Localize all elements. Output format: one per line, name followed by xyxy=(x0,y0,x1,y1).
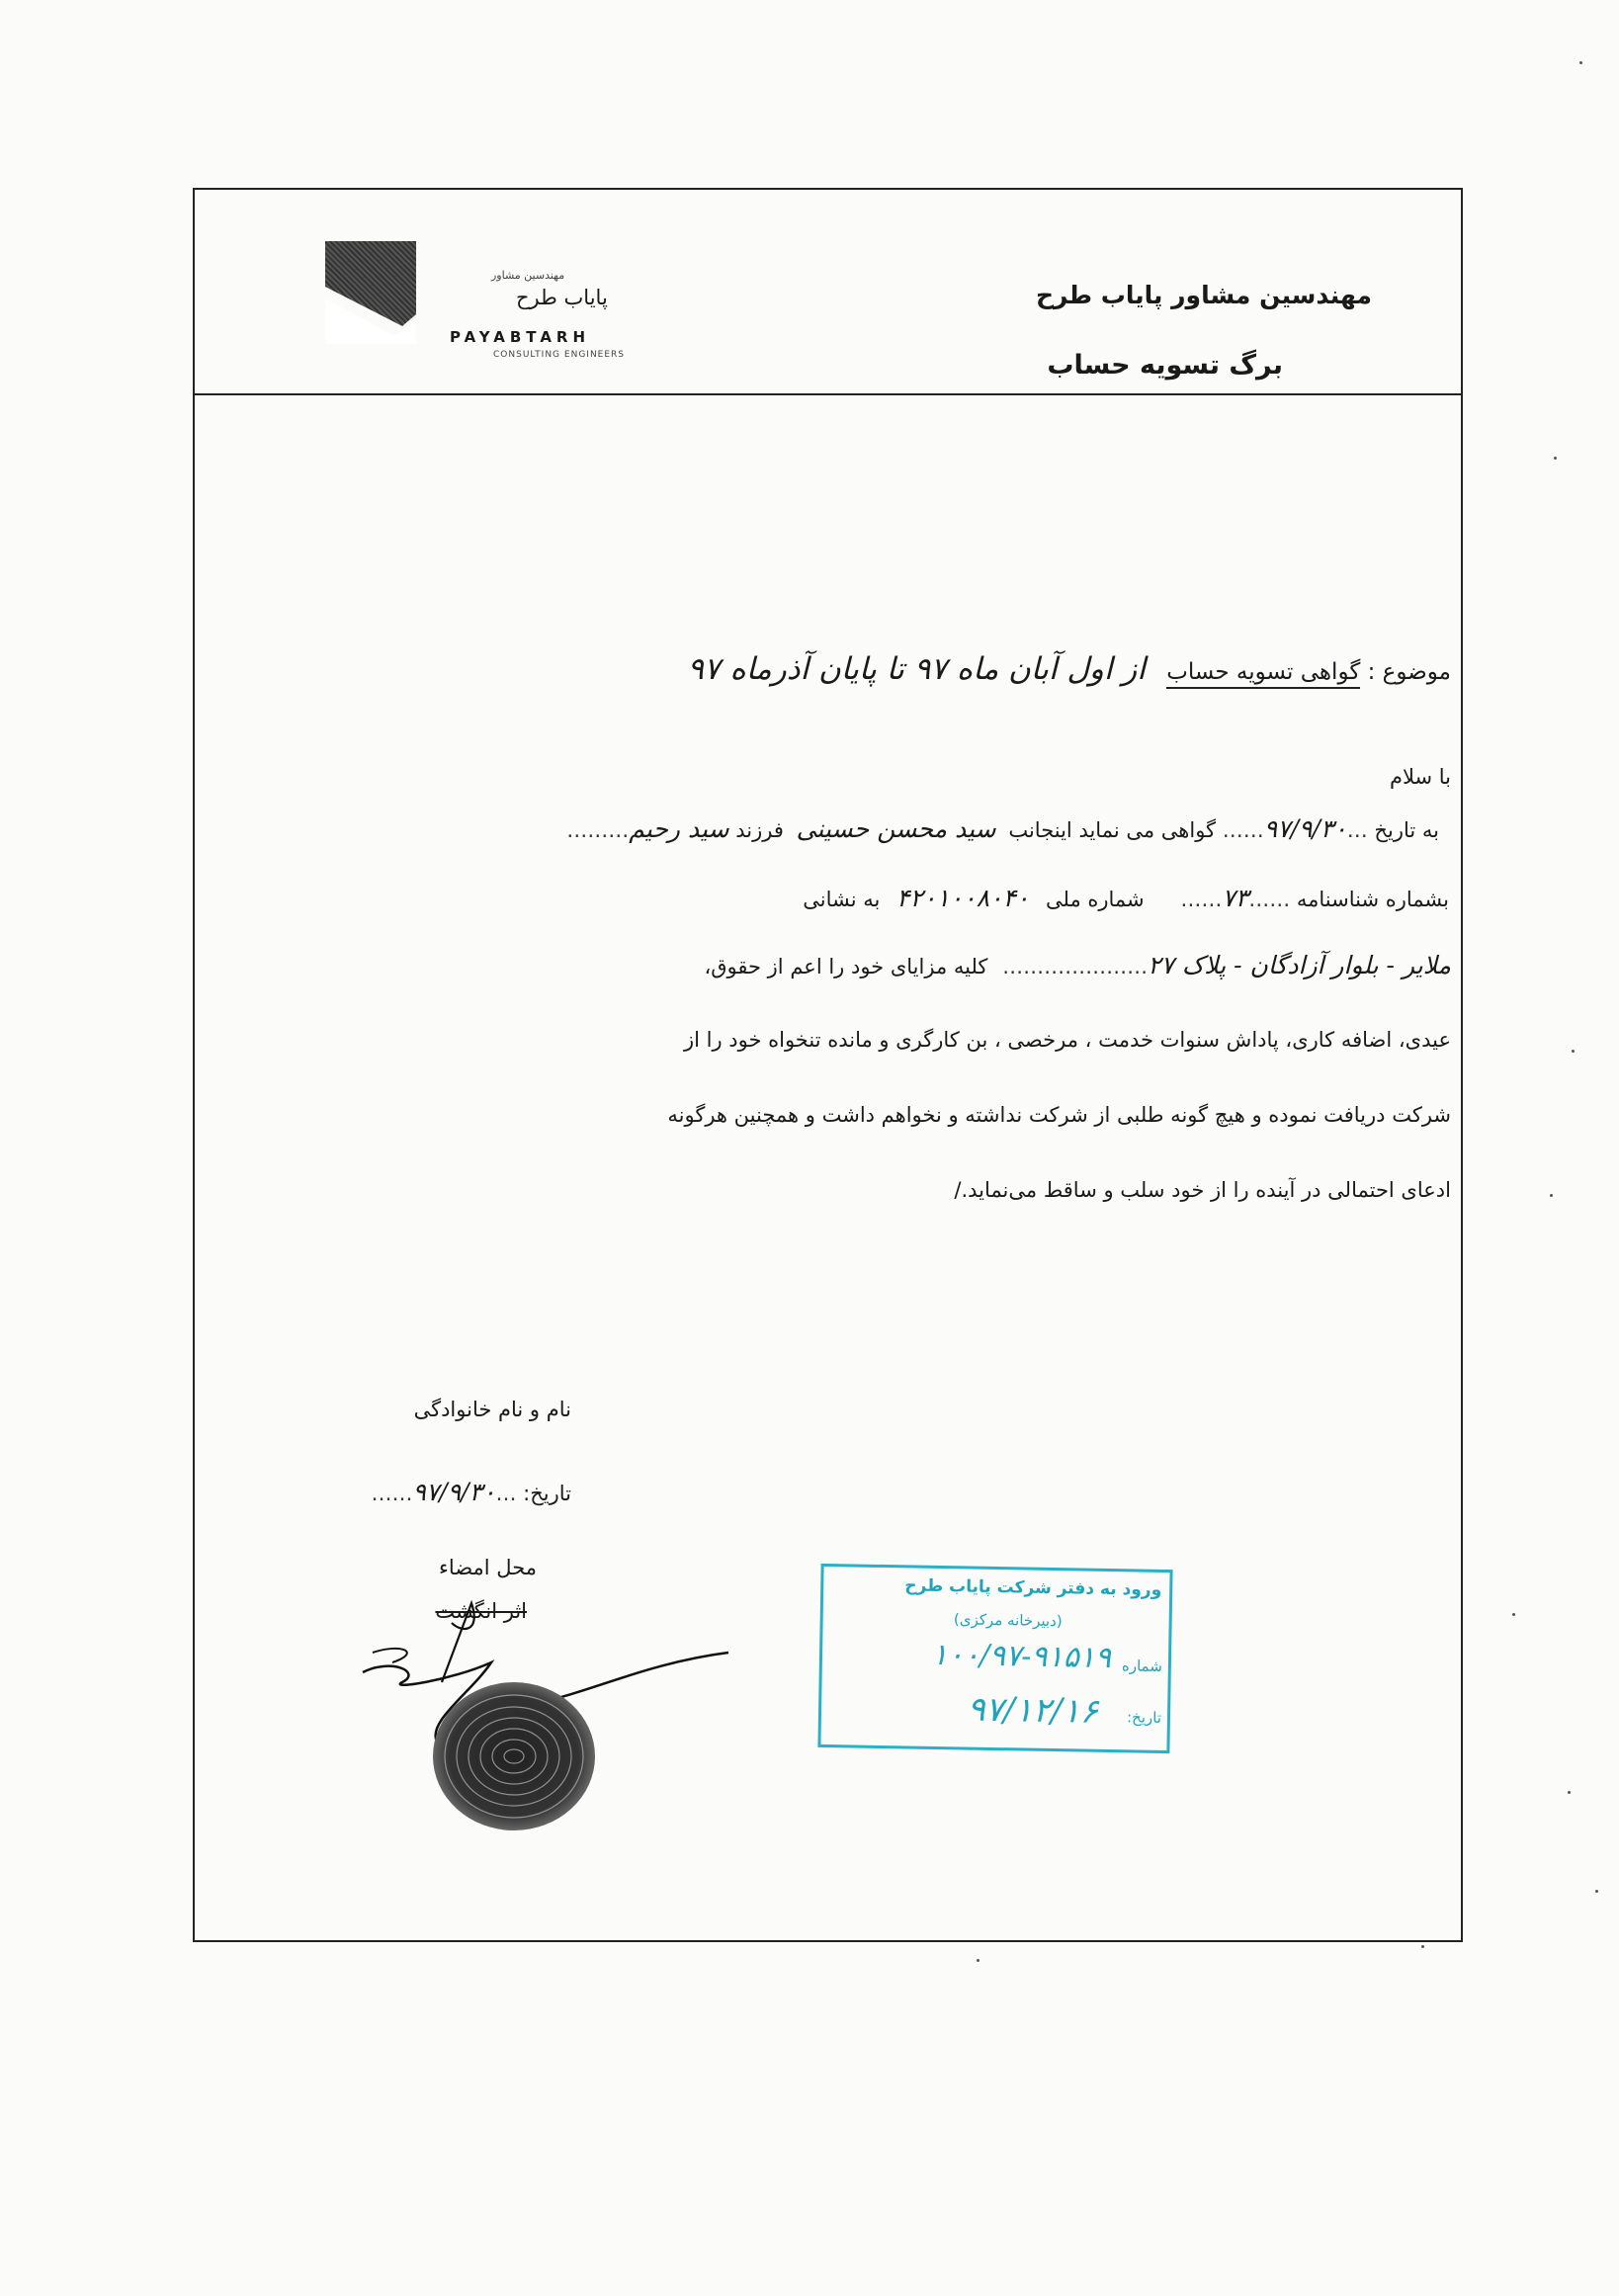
thumbprint-label: اثر انگشت xyxy=(435,1599,527,1623)
signature-date-label: تاریخ: xyxy=(523,1482,571,1505)
body-line-6: ادعای احتمالی در آینده را از خود سلب و ساقط می‌نماید./ xyxy=(954,1178,1451,1202)
text-id-number: بشماره شناسنامه xyxy=(1296,888,1449,911)
logo-subtitle-en: CONSULTING ENGINEERS xyxy=(493,350,626,360)
id-number-handwritten: ۷۳ xyxy=(1222,884,1249,912)
body-line-1: به تاریخ …۹۷/۹/۳۰…… گواهی می نماید اینجانب سید محسن حسینی فرزند سید رحیم……… xyxy=(566,814,1439,843)
signature-date-line: تاریخ: …۹۷/۹/۳۰…… xyxy=(371,1478,571,1506)
text-child-of: فرزند xyxy=(735,818,784,842)
text-national-id: شماره ملی xyxy=(1045,888,1145,911)
text-address: به نشانی xyxy=(803,888,881,911)
text-date-intro: به تاریخ xyxy=(1374,818,1439,842)
subject-period-handwritten: از اول آبان ماه ۹۷ تا پایان آذرماه ۹۷ xyxy=(687,651,1146,687)
stamp-date-label: تاریخ: xyxy=(1126,1708,1162,1727)
stamp-number-label: شماره xyxy=(1121,1657,1163,1675)
subject-label: موضوع : xyxy=(1360,659,1451,685)
stamp-title: ورود به دفتر شرکت پایاب طرح xyxy=(904,1575,1162,1600)
body-line-5: شرکت دریافت نموده و هیچ گونه طلبی از شرکت نداشته و نخواهم داشت و همچنین هرگونه xyxy=(667,1103,1451,1127)
logo-caption: مهندسین مشاور xyxy=(491,269,565,282)
settlement-form xyxy=(193,188,1463,1942)
body-line-4: عیدی، اضافه کاری، پاداش سنوات خدمت ، مرخصی ، بن کارگری و مانده تنخواه خود را از xyxy=(683,1028,1451,1052)
address-handwritten: ملایر - بلوار آزادگان - پلاک ۲۷ xyxy=(1148,951,1451,979)
greeting: با سلام xyxy=(1389,765,1451,789)
employee-name-handwritten: سید محسن حسینی xyxy=(796,814,996,843)
subject-text: گواهی تسویه حساب xyxy=(1166,659,1360,689)
fingerprint xyxy=(427,1677,600,1835)
body-line-3: ملایر - بلوار آزادگان - پلاک ۲۷………………… کلیه مزایای خود را اعم از حقوق، xyxy=(704,951,1451,979)
stamp-date: ۹۷/۱۲/۱۶ xyxy=(967,1689,1099,1732)
stamp-number: ۱۰۰/۹۷-۹۱۵۱۹ xyxy=(931,1637,1112,1676)
logo-wordmark-fa: پایاب طرح xyxy=(516,286,608,309)
text-benefits: کلیه مزایای خود را اعم از حقوق، xyxy=(704,955,988,978)
text-certify: گواهی می نماید اینجانب xyxy=(1008,818,1217,842)
signature-date-handwritten: ۹۷/۹/۳۰ xyxy=(412,1478,496,1506)
stamp-subtitle: (دبیرخانه مرکزی) xyxy=(953,1610,1063,1631)
subject-line xyxy=(687,651,1451,687)
form-header xyxy=(195,190,1461,395)
body-line-2: بشماره شناسنامه ……۷۳…… شماره ملی ۴۲۰۱۰۰۸۰۴۰ به نشانی xyxy=(803,884,1449,912)
national-id-handwritten: ۴۲۰۱۰۰۸۰۴۰ xyxy=(896,884,1030,912)
company-name: مهندسین مشاور پایاب طرح xyxy=(1035,281,1372,309)
father-name-handwritten: سید رحیم xyxy=(629,814,729,843)
signature-label: محل امضاء xyxy=(439,1556,537,1579)
registry-stamp xyxy=(817,1564,1172,1753)
form-title: برگ تسویه حساب xyxy=(1047,350,1283,381)
logo-wordmark-en: PAYABTARH xyxy=(450,328,591,346)
issue-date-handwritten: ۹۷/۹/۳۰ xyxy=(1263,814,1347,843)
name-label: نام و نام خانوادگی xyxy=(413,1398,571,1421)
company-logo-mark xyxy=(325,241,416,344)
